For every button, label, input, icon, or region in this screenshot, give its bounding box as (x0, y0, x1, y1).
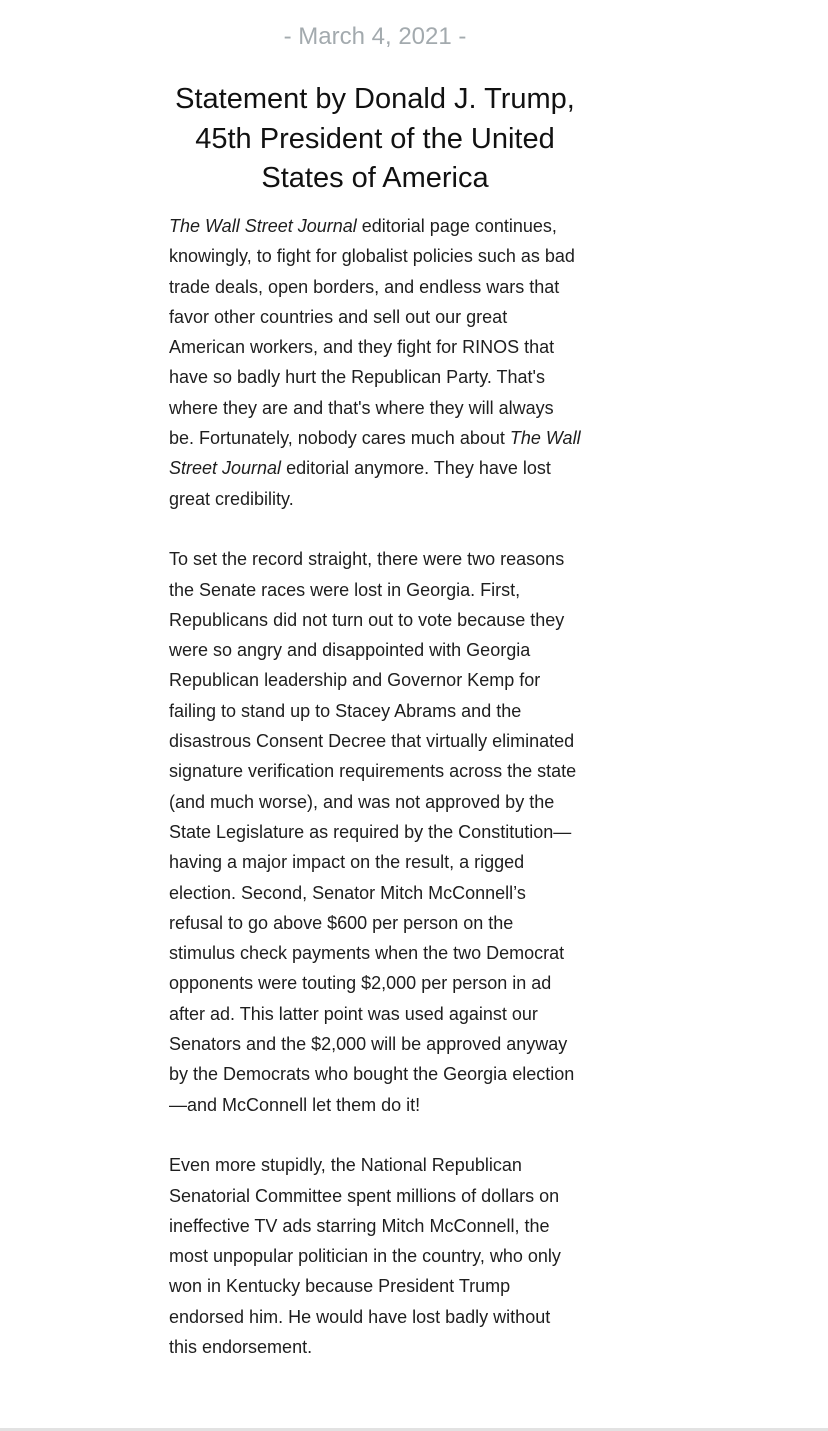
statement-title: Statement by Donald J. Trump, 45th President of the United States of America (175, 83, 575, 194)
paragraph-2: To set the record straight, there were two reasons the Senate races were lost in Georgia. First, Republicans did not turn out to vote because they were so angry and disappointed with Georgia Republican leadership and Governor Kemp for failing to stand up to Stacey Abrams and the disastrous Consent Decree that virtually eliminated signature verification requirements across the state (and much worse), and was not approved by the State Legislature as required by the Constitution—having a major impact on the result, a rigged election. Second, Senator Mitch McConnell’s refusal to go above $600 per person on the stimulus check payments when the two Democrat opponents were touting $2,000 per person in ad after ad. This latter point was used against our Senators and the $2,000 will be approved anyway by the Democrats who bought the Georgia election—and McConnell let them do it! (169, 549, 577, 1115)
paragraph-1-text-b: editorial anymore. They have lost great credibility. (169, 458, 551, 509)
publication-name-2: The Wall Street Journal (169, 428, 581, 479)
paragraph-1 (169, 211, 581, 514)
paragraph-1-text-a: editorial page continues, knowingly, to fight for globalist policies such as bad trade deals, open borders, and endless wars that favor other countries and sell out our great American workers, and they fight for RINOS that have so badly hurt the Republican Party. That's where they are and that's where they will always be. Fortunately, nobody cares much about (169, 216, 575, 449)
statement-body (169, 211, 581, 1362)
statement-date: - March 4, 2021 - (283, 23, 467, 50)
paragraph-3: Even more stupidly, the National Republican Senatorial Committee spent millions of dollars on ineffective TV ads starring Mitch McConnell, the most unpopular politician in the country, who only won in Kentucky because President Trump endorsed him. He would have lost badly without this endorsement. (169, 1155, 561, 1357)
publication-name: The Wall Street Journal (169, 216, 357, 236)
